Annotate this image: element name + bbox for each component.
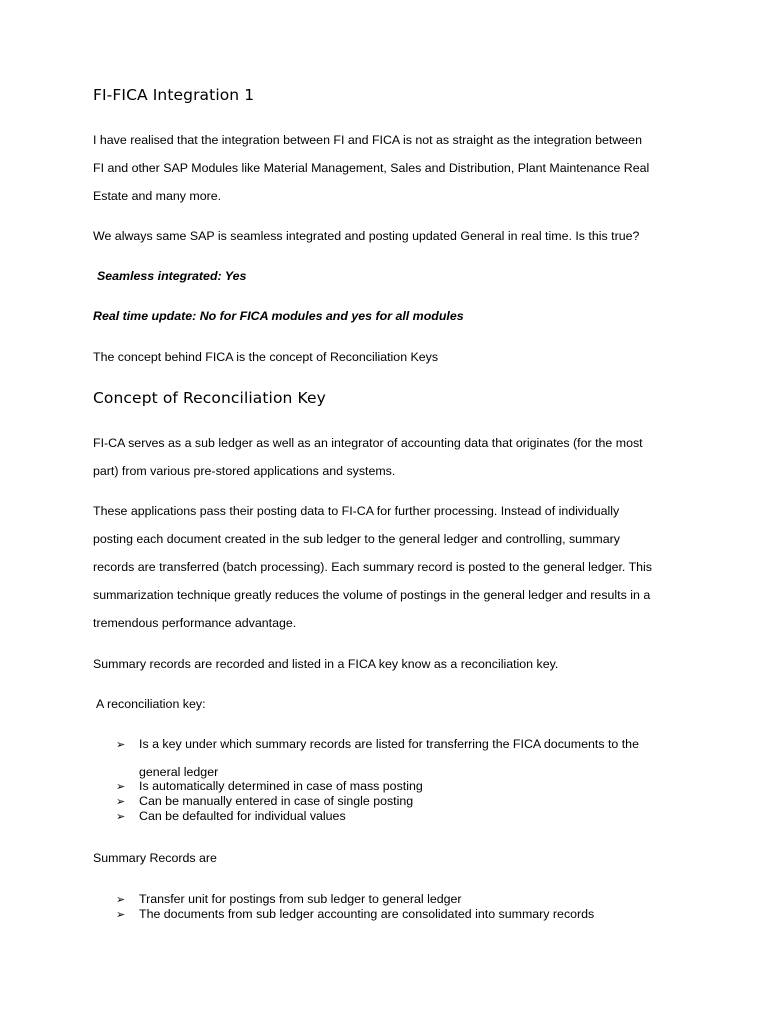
apps-line-3: records are transferred (batch processing). Each summary record is posted to the general ledger. This bbox=[93, 560, 652, 574]
apps-line-1: These applications pass their posting data to FI-CA for further processing. Instead of individually bbox=[93, 504, 620, 518]
realtime-answer: Real time update: No for FICA modules and yes for all modules bbox=[93, 309, 464, 323]
list-item: Is a key under which summary records are listed for transferring the FICA documents to the bbox=[139, 737, 639, 751]
arrow-bullet-icon: ➢ bbox=[116, 893, 126, 906]
list-item: Can be defaulted for individual values bbox=[139, 809, 346, 823]
list-item: The documents from sub ledger accounting are consolidated into summary records bbox=[139, 907, 595, 921]
summary-records-label: Summary Records are bbox=[93, 851, 217, 865]
list-item: Can be manually entered in case of single posting bbox=[139, 794, 414, 808]
seamless-answer: Seamless integrated: Yes bbox=[97, 269, 247, 283]
intro-line-1: I have realised that the integration between FI and FICA is not as straight as the integration between bbox=[93, 133, 642, 147]
arrow-bullet-icon: ➢ bbox=[116, 795, 126, 808]
page-title: FI-FICA Integration 1 bbox=[93, 86, 255, 104]
recon-key-label: A reconciliation key: bbox=[96, 697, 206, 711]
arrow-bullet-icon: ➢ bbox=[116, 780, 126, 793]
intro-line-2: FI and other SAP Modules like Material Management, Sales and Distribution, Plant Maintenance Real bbox=[93, 161, 650, 175]
apps-line-4: summarization technique greatly reduces the volume of postings in the general ledger and results in a bbox=[93, 588, 651, 602]
fica-line-1: FI-CA serves as a sub ledger as well as an integrator of accounting data that originates (for the most bbox=[93, 436, 643, 450]
arrow-bullet-icon: ➢ bbox=[116, 810, 126, 823]
list-item-continuation: general ledger bbox=[139, 765, 219, 779]
concept-behind-paragraph: The concept behind FICA is the concept of Reconciliation Keys bbox=[93, 350, 439, 364]
apps-line-5: tremendous performance advantage. bbox=[93, 616, 297, 630]
question-paragraph: We always same SAP is seamless integrated and posting updated General in real time. Is this true? bbox=[93, 229, 640, 243]
list-item: Is automatically determined in case of mass posting bbox=[139, 779, 423, 793]
list-item: Transfer unit for postings from sub ledger to general ledger bbox=[139, 892, 462, 906]
arrow-bullet-icon: ➢ bbox=[116, 908, 126, 921]
apps-line-2: posting each document created in the sub ledger to the general ledger and controlling, summary bbox=[93, 532, 620, 546]
intro-line-3: Estate and many more. bbox=[93, 189, 222, 203]
fica-line-2: part) from various pre-stored applications and systems. bbox=[93, 464, 396, 478]
summary-intro-paragraph: Summary records are recorded and listed in a FICA key know as a reconciliation key. bbox=[93, 657, 559, 671]
arrow-bullet-icon: ➢ bbox=[116, 738, 126, 751]
section-heading: Concept of Reconciliation Key bbox=[93, 389, 326, 407]
